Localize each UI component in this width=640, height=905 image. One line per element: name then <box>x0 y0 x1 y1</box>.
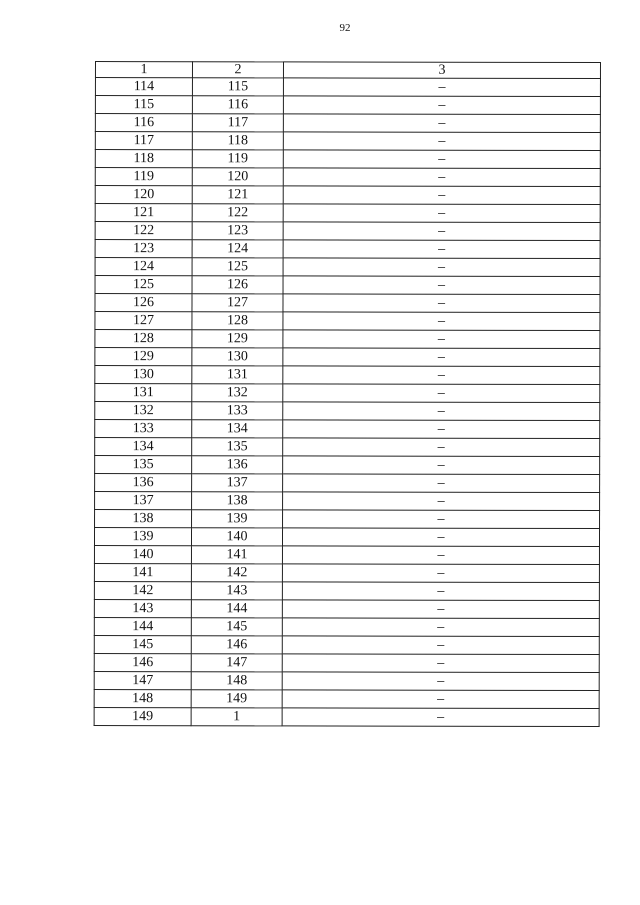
cell-col-1: 115 <box>95 96 192 114</box>
column-header-3: 3 <box>283 62 600 79</box>
cell-col-3: – <box>283 222 600 241</box>
cell-col-2: 131 <box>192 366 283 384</box>
table-row <box>94 599 599 618</box>
cell-col-1: 133 <box>95 420 192 438</box>
cell-col-1: 132 <box>95 402 192 420</box>
cell-col-2: 135 <box>192 438 283 456</box>
cell-col-3: – <box>283 456 600 475</box>
cell-col-2: 117 <box>192 114 283 132</box>
cell-col-1: 146 <box>94 653 191 671</box>
cell-col-1: 127 <box>95 312 192 330</box>
cell-col-1: 128 <box>95 330 192 348</box>
cell-col-1: 134 <box>95 438 192 456</box>
cell-col-3: – <box>282 636 599 655</box>
cell-col-1: 119 <box>95 168 192 186</box>
cell-col-3: – <box>283 258 600 277</box>
header-row <box>95 62 600 79</box>
cell-col-2: 124 <box>192 240 283 258</box>
cell-col-2: 129 <box>192 330 283 348</box>
cell-col-2: 119 <box>192 150 283 168</box>
cell-col-3: – <box>283 186 600 205</box>
cell-col-1: 114 <box>95 78 192 96</box>
table-row <box>95 474 600 493</box>
cell-col-2: 143 <box>191 582 282 600</box>
cell-col-1: 135 <box>95 456 192 474</box>
table-row <box>95 96 600 115</box>
cell-col-1: 123 <box>95 240 192 258</box>
cell-col-1: 136 <box>95 474 192 492</box>
cell-col-1: 149 <box>94 707 191 725</box>
cell-col-1: 120 <box>95 186 192 204</box>
table-row <box>95 258 600 277</box>
table-row <box>95 276 600 295</box>
cell-col-3: – <box>283 294 600 313</box>
cell-col-3: – <box>282 690 599 709</box>
table-row <box>94 528 599 547</box>
table-row <box>95 168 600 187</box>
cell-col-3: – <box>283 366 600 385</box>
cell-col-2: 142 <box>191 564 282 582</box>
cell-col-2: 130 <box>192 348 283 366</box>
table-row <box>94 563 599 582</box>
cell-col-3: – <box>283 96 600 115</box>
cell-col-2: 118 <box>192 132 283 150</box>
table-row <box>95 132 600 151</box>
cell-col-3: – <box>282 618 599 637</box>
table-row <box>95 294 600 313</box>
cell-col-3: – <box>283 78 600 97</box>
cell-col-1: 144 <box>94 617 191 635</box>
cell-col-2: 134 <box>192 420 283 438</box>
cell-col-3: – <box>282 546 599 565</box>
cell-col-1: 139 <box>94 528 191 546</box>
table-row <box>95 114 600 133</box>
table-row <box>95 330 600 349</box>
table-row <box>95 204 600 223</box>
cell-col-3: – <box>283 420 600 439</box>
table-row <box>94 546 599 565</box>
cell-col-2: 144 <box>191 600 282 618</box>
table-row <box>95 510 600 529</box>
cell-col-2: 148 <box>191 672 282 690</box>
cell-col-1: 121 <box>95 204 192 222</box>
table-row <box>94 689 599 708</box>
cell-col-2: 139 <box>192 510 283 528</box>
cell-col-3: – <box>283 312 600 331</box>
cell-col-3: – <box>283 132 600 151</box>
cell-col-3: – <box>282 582 599 601</box>
cell-col-1: 138 <box>95 510 192 528</box>
cell-col-3: – <box>283 330 600 349</box>
cell-col-3: – <box>283 510 600 529</box>
cell-col-1: 137 <box>95 492 192 510</box>
table-row <box>94 635 599 654</box>
cell-col-3: – <box>283 348 600 367</box>
cell-col-1: 116 <box>95 114 192 132</box>
table-row <box>94 671 599 690</box>
cell-col-2: 146 <box>191 636 282 654</box>
cell-col-3: – <box>283 168 600 187</box>
cell-col-3: – <box>283 114 600 133</box>
column-header-2: 2 <box>192 62 283 78</box>
cell-col-1: 126 <box>95 294 192 312</box>
cell-col-2: 126 <box>192 276 283 294</box>
cell-col-2: 140 <box>191 528 282 546</box>
cell-col-1: 131 <box>95 384 192 402</box>
cell-col-1: 129 <box>95 348 192 366</box>
table-row <box>95 348 600 367</box>
table-row <box>95 384 600 403</box>
data-table <box>94 61 601 727</box>
table-row <box>94 707 599 726</box>
cell-col-1: 148 <box>94 689 191 707</box>
cell-col-1: 142 <box>94 581 191 599</box>
table-row <box>95 366 600 385</box>
cell-col-3: – <box>283 474 600 493</box>
cell-col-1: 124 <box>95 258 192 276</box>
cell-col-2: 123 <box>192 222 283 240</box>
cell-col-1: 143 <box>94 599 191 617</box>
table-row <box>94 581 599 600</box>
cell-col-2: 136 <box>192 456 283 474</box>
cell-col-2: 128 <box>192 312 283 330</box>
cell-col-3: – <box>282 528 599 547</box>
cell-col-2: 120 <box>192 168 283 186</box>
cell-col-3: – <box>282 708 599 727</box>
table-row <box>95 150 600 169</box>
column-header-1: 1 <box>95 62 192 78</box>
cell-col-2: 1 <box>191 708 282 726</box>
table-row <box>95 492 600 511</box>
cell-col-3: – <box>283 150 600 169</box>
cell-col-1: 147 <box>94 671 191 689</box>
table-row <box>95 312 600 331</box>
cell-col-3: – <box>282 564 599 583</box>
cell-col-1: 118 <box>95 150 192 168</box>
cell-col-3: – <box>282 654 599 673</box>
cell-col-1: 145 <box>94 635 191 653</box>
cell-col-2: 133 <box>192 402 283 420</box>
cell-col-3: – <box>283 438 600 457</box>
cell-col-3: – <box>282 672 599 691</box>
table-row <box>95 78 600 97</box>
cell-col-2: 127 <box>192 294 283 312</box>
cell-col-3: – <box>282 600 599 619</box>
cell-col-2: 149 <box>191 690 282 708</box>
table-row <box>95 402 600 421</box>
cell-col-1: 140 <box>94 546 191 564</box>
cell-col-3: – <box>283 402 600 421</box>
cell-col-2: 138 <box>192 492 283 510</box>
cell-col-1: 141 <box>94 563 191 581</box>
cell-col-2: 121 <box>192 186 283 204</box>
cell-col-1: 117 <box>95 132 192 150</box>
cell-col-2: 147 <box>191 654 282 672</box>
table-row <box>95 456 600 475</box>
cell-col-2: 145 <box>191 618 282 636</box>
table-row <box>94 653 599 672</box>
cell-col-3: – <box>283 276 600 295</box>
cell-col-3: – <box>283 384 600 403</box>
cell-col-2: 116 <box>192 96 283 114</box>
cell-col-2: 122 <box>192 204 283 222</box>
cell-col-2: 132 <box>192 384 283 402</box>
table-row <box>95 438 600 457</box>
cell-col-3: – <box>283 240 600 259</box>
cell-col-1: 122 <box>95 222 192 240</box>
cell-col-2: 137 <box>192 474 283 492</box>
cell-col-1: 130 <box>95 366 192 384</box>
table-row <box>95 222 600 241</box>
page-number: 92 <box>339 22 351 34</box>
table-header <box>95 62 600 79</box>
cell-col-2: 115 <box>192 78 283 96</box>
table-row <box>95 240 600 259</box>
table-row <box>94 617 599 636</box>
table-row <box>95 420 600 439</box>
cell-col-2: 125 <box>192 258 283 276</box>
table-row <box>95 186 600 205</box>
table-body <box>94 78 600 727</box>
cell-col-3: – <box>283 492 600 511</box>
cell-col-2: 141 <box>191 546 282 564</box>
cell-col-3: – <box>283 204 600 223</box>
cell-col-1: 125 <box>95 276 192 294</box>
